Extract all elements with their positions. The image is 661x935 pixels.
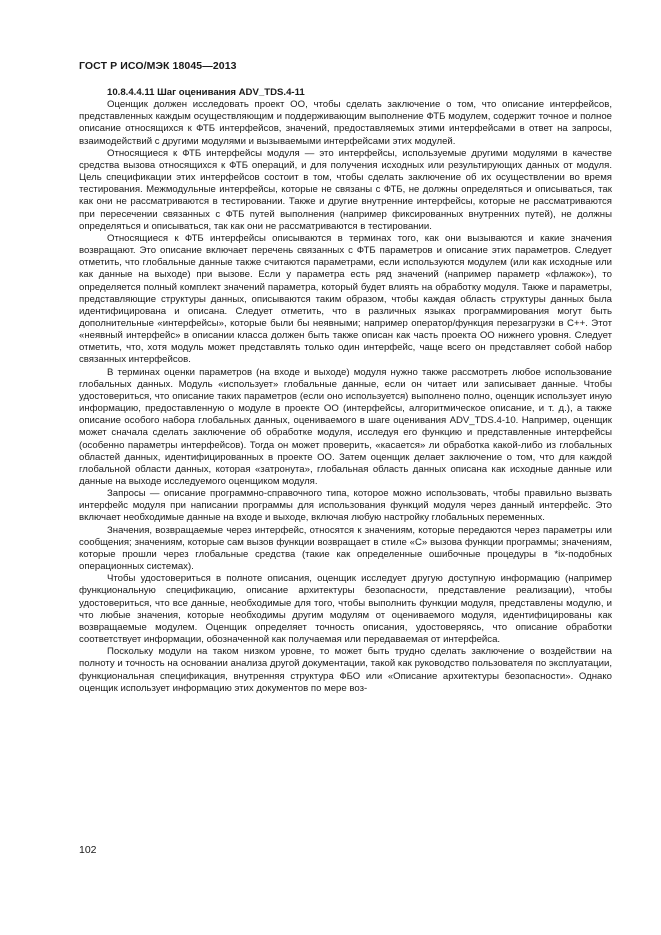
document-body — [79, 87, 612, 695]
paragraph-5: Запросы — описание программно-справочного типа, которое можно использовать, чтобы правильно вызвать интерфейс модуля при написании программы для использования функций модуля через данный интерфейс. Это включает необходимые данные на входе и выходе, включая любую настройку глобальных переменных. — [79, 488, 612, 524]
paragraph-7: Чтобы удостовериться в полноте описания, оценщик исследует другую доступную информацию (например функциональную спецификацию, описание архитектуры безопасности, представление реализации), чтобы удостовериться, что все данные, необходимые для того, чтобы выполнить функции модуля, представлены модулю, и что любые значения, которые необходимы другим модулям от оцениваемого модуля, идентифицированы как возвращаемые модулем. Оценщик определяет точность описания, удостоверяясь, что описание обработки соответствует информации, обозначенной как получаемая или передаваемая от интерфейса. — [79, 573, 612, 646]
page-number: 102 — [79, 844, 97, 856]
paragraph-3: Относящиеся к ФТБ интерфейсы описываются в терминах того, как они вызываются и какие значения возвращают. Это описание включает перечень связанных с ФТБ параметров и описание этих параметров. Следует отметить, что глобальные данные также считаются параметрами, если используются модулем (или как исходные или как данные на выходе) при вызове. Если у параметра есть ряд значений (например параметр «флажок»), то определяется полный комплект значений параметра, который будет влиять на обработку модуля. Также и параметры, представляющие структуры данных, описываются таким образом, чтобы каждая область структуры данных была идентифицирована и описана. Следует отметить, что в различных языках программирования могут быть дополнительные «интерфейсы», которые были бы неявными; например оператор/функция перезагрузки в C++. Этот «неявный интерфейс» в описании класса должен быть также описан как часть проекта ОО нижнего уровня. Следует отметить, что, хотя модуль может представлять только один интерфейс, чаще всего он представляет собой набор связанных интерфейсов. — [79, 232, 612, 366]
paragraph-1: Оценщик должен исследовать проект ОО, чтобы сделать заключение о том, что описание интерфейсов, представленных каждым осуществляющим и поддерживающим выполнение ФТБ модулем, содержит точное и полное описание относящихся к ФТБ интерфейсов, значений, предоставляемых этими интерфейсами в ответ на запросы, взаимодействий с другими модулями и вызываемыми интерфейсами этих модулей. — [79, 99, 612, 147]
paragraph-2: Относящиеся к ФТБ интерфейсы модуля — это интерфейсы, используемые другими модулями в качестве средства вызова относящихся к ФТБ операций, и для получения исходных или результирующих данных от модуля. Цель спецификации этих интерфейсов состоит в том, чтобы сделать заключение об их осуществлении во время тестирования. Межмодульные интерфейсы, которые не связаны с ФТБ, не должны определяться и описываться, так как они не рассматриваются в тестировании. Также и другие внутренние интерфейсы, которые не рассматриваются при пересечении связанных с ФТБ путей выполнения (например фиксированных внутренних путей), не должны определяться и описываться, так как они не рассматриваются в тестировании. — [79, 147, 612, 232]
document-header: ГОСТ Р ИСО/МЭК 18045—2013 — [79, 60, 237, 72]
section-heading: 10.8.4.4.11 Шаг оценивания ADV_TDS.4-11 — [107, 87, 305, 98]
paragraph-8: Поскольку модули на таком низком уровне, то может быть трудно сделать заключение о воздействии на полноту и точность на основании анализа другой документации, такой как руководство пользователя по эксплуатации, функциональная спецификация, внутренняя структура ФБО или «Описание архитектуры безопасности». Однако оценщик использует информацию этих документов по мере воз- — [79, 646, 612, 694]
paragraph-6: Значения, возвращаемые через интерфейс, относятся к значениям, которые передаются через параметры или сообщения; значениям, которые сам вызов функции возвращает в стиле «С» вызова функции программы; значениям, которые прошли через глобальные средства (такие как определенные ошибочные процедуры в *ix-подобных операционных системах). — [79, 524, 612, 573]
paragraph-4: В терминах оценки параметров (на входе и выходе) модуля нужно также рассмотреть любое использование глобальных данных. Модуль «использует» глобальные данные, если он читает или записывает данные. Чтобы удостовериться, что описание таких параметров (если оно используется) выполнено полно, оценщик использует иную информацию, предоставленную о модуле в проекте ОО (интерфейсы, алгоритмическое описание, и т. д.), а также описание особого набора глобальных данных, оцениваемого в шаге оценивания ADV_TDS.4-10. Например, оценщик может сначала сделать заключение об обработке модуля, исследуя его функцию и представленные интерфейсы (особенно параметры интерфейсов). Тогда он может проверить, «касается» ли обработка какой-либо из глобальных областей данных, идентифицированных в проекте ОО. Затем оценщик делает заключение о том, что для каждой глобальной области данных, которая «затронута», глобальная область данных описана как исходные данные или данные на выходе исследуемого оценщиком модуля. — [79, 366, 612, 487]
